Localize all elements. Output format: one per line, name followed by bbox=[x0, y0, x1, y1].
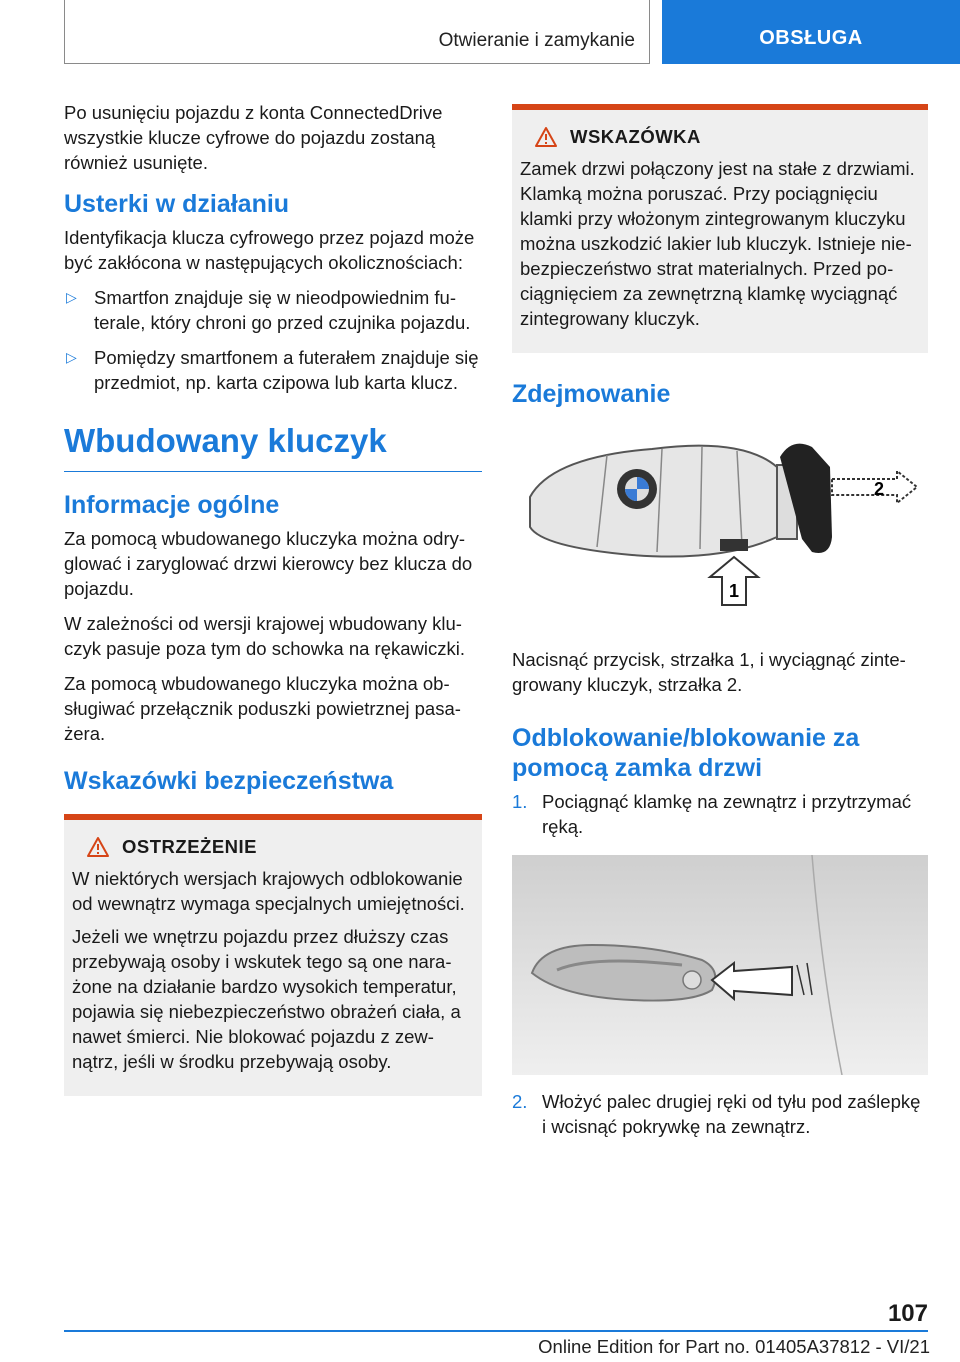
usterki-text: Identyfikacja klucza cyfrowego przez pojazd może być zakłócona w następujących okolicznościach: bbox=[64, 227, 475, 273]
warning-paragraph-1: W niektórych wersjach krajowych odblokowanie od wewnątrz wymaga specjalnych umiejętności. bbox=[72, 868, 465, 914]
zdejmowanie-text: Nacisnąć przycisk, strzałka 1, i wyciągnąć zintegrowany kluczyk, strzałka 2. bbox=[512, 649, 906, 695]
footer-divider bbox=[64, 1330, 928, 1332]
note-title: WSKAZÓWKA bbox=[570, 126, 701, 147]
left-column bbox=[64, 100, 482, 1106]
section-title: Otwieranie i zamykanie bbox=[438, 30, 635, 51]
info-paragraph-3: Za pomocą wbudowanego kluczyka można obsługiwać przełącznik poduszki powietrznej pasażera. bbox=[64, 673, 461, 744]
step-text: Włożyć palec drugiej ręki od tyłu pod zaślepkę i wcisnąć pokrywkę na zewnątrz. bbox=[542, 1091, 921, 1137]
heading-wbudowany: Wbudowany kluczyk bbox=[64, 417, 482, 472]
chapter-tab[interactable]: OBSŁUGA bbox=[662, 0, 960, 64]
header-frame bbox=[64, 0, 650, 64]
info-paragraph-2: W zależności od wersji krajowej wbudowany kluczyk pasuje poza tym do schowka na rękawiczki. bbox=[64, 613, 466, 659]
list-item-text: Pomiędzy smartfonem a futerałem znajduje się przedmiot, np. karta czipowa lub karta klucz. bbox=[94, 347, 479, 393]
warning-title: OSTRZEŻENIE bbox=[122, 836, 258, 857]
arrow-label-2: 2 bbox=[874, 479, 885, 499]
list-item bbox=[64, 345, 482, 395]
warning-triangle-icon bbox=[86, 836, 110, 858]
door-handle-illustration bbox=[512, 855, 928, 1075]
step-text: Pociągnąć klamkę na zewnątrz i przytrzymać ręką. bbox=[542, 791, 912, 837]
intro-paragraph: Po usunięciu pojazdu z konta ConnectedDrive wszystkie klucze cyfrowe do pojazdu zostaną również usunięte. bbox=[64, 102, 443, 173]
step-item bbox=[512, 789, 928, 839]
note-text: Zamek drzwi połączony jest na stałe z drzwiami. Klamką można poruszać. Przy pociągnięciu klamki przy włożonym zintegrowanym kluczyku można uszkodzić lakier lub kluczyk. Istnieje niebezpieczeństwo strat materialnych. Przed pociągnięciem za zewnętrzną klamkę wyciągnąć zintegrowany kluczyk. bbox=[520, 158, 915, 329]
list-item-text: Smartfon znajduje się w nieodpowiednim futerale, który chroni go przed czujnika pojazdu. bbox=[94, 287, 471, 333]
step-number: 2. bbox=[512, 1091, 528, 1112]
list-item bbox=[64, 285, 482, 335]
page-number: 107 bbox=[887, 1300, 928, 1327]
heading-informacje: Informacje ogólne bbox=[64, 491, 280, 519]
warning-header bbox=[86, 836, 474, 858]
warning-triangle-icon bbox=[534, 126, 558, 148]
warning-paragraph-2: Jeżeli we wnętrzu pojazdu przez dłuższy czas przebywają osoby i wskutek tego są one narażone na działanie bardzo wysokich temperatur, pojawia się niebezpieczeństwo obrażeń ciała, a nawet śmierci. Nie blokować pojazdu z zewnątrz, jeśli w środku przebywają osoby. bbox=[72, 926, 461, 1072]
heading-usterki: Usterki w działaniu bbox=[64, 190, 290, 218]
info-paragraph-1: Za pomocą wbudowanego kluczyka można odryglować i zaryglować drzwi kierowcy bez klucza do pojazdu. bbox=[64, 528, 473, 599]
triangle-bullet-icon: ▷ bbox=[66, 349, 77, 365]
edition-text: Online Edition for Part no. 01405A37812 - VI/21 bbox=[538, 1336, 930, 1357]
triangle-bullet-icon: ▷ bbox=[66, 289, 77, 305]
warning-box bbox=[64, 814, 482, 1096]
heading-odblokowanie: Odblokowanie/blokowanie za pomocą zamka drzwi bbox=[512, 724, 860, 782]
heading-wskazowki: Wskazówki bezpieczeństwa bbox=[64, 767, 394, 795]
arrow-label-1: 1 bbox=[729, 581, 740, 601]
step-number: 1. bbox=[512, 791, 528, 812]
steps-list-2 bbox=[512, 1089, 928, 1139]
step-item bbox=[512, 1089, 928, 1139]
note-header bbox=[534, 126, 920, 148]
steps-list-1 bbox=[512, 789, 928, 839]
note-box bbox=[512, 104, 928, 353]
key-illustration bbox=[512, 427, 928, 607]
right-column bbox=[512, 104, 928, 1149]
bullet-list bbox=[64, 285, 482, 395]
heading-zdejmowanie: Zdejmowanie bbox=[512, 380, 671, 408]
